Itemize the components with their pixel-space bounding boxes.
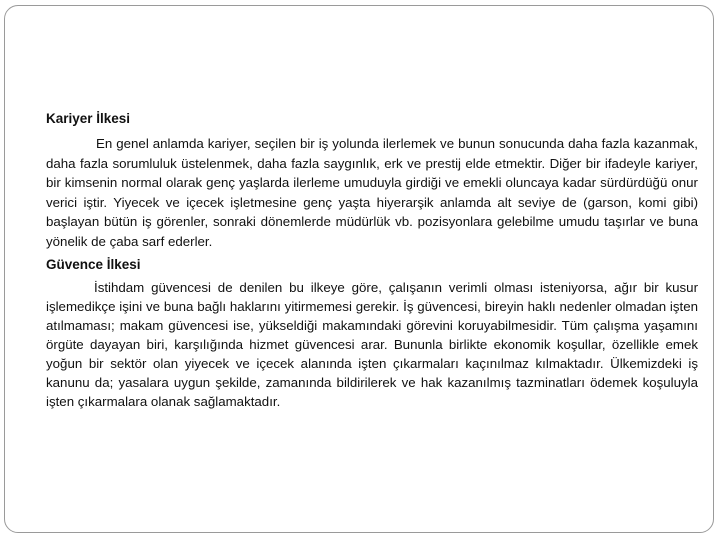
section-heading-guvence: Güvence İlkesi <box>46 257 141 272</box>
section-paragraph-guvence: İstihdam güvencesi de denilen bu ilkeye göre, çalışanın verimli olması isteniyorsa, ağır bir kusur işlemedikçe işini ve buna bağlı haklarını yitirmemesi gerekir. İş güvencesi, bireyin haklı nedenler olmadan işten atılmaması; makam güvencesi ise, yükseldiği makamındaki görevini koruyabilmesidir. Tüm çalışma yaşamını örgüte dayayan biri, karşılığında hizmet güvencesi arar. Bununla birlikte ekonomik koşullar, özellikle emek yoğun bir sektör olan yiyecek ve içecek alanında işten çıkarmaları kaçınılmaz kılmaktadır. Ülkemizdeki iş kanunu da; yasalara uygun şekilde, zamanında bildirilerek ve hak kazanılmış tazminatları ödemek koşuluyla işten çıkarmalara olanak sağlamaktadır. <box>46 280 698 409</box>
slide-content <box>42 105 698 411</box>
slide-frame <box>4 5 714 533</box>
section-paragraph-kariyer: En genel anlamda kariyer, seçilen bir iş yolunda ilerlemek ve bunun sonucunda daha fazla kazanmak, daha fazla sorumluluk üstelenmek, daha fazla saygınlık, erk ve prestij elde etmektir. Diğer bir ifadeyle kariyer, bir kimsenin normal olarak genç yaşlarda ilerleme umuduyla girdiği ve emekli oluncaya kadar sürdürdüğü onur verici iştir. Yiyecek ve içecek işletmesine genç yaşta hiyerarşik anlamda alt seviye de (garson, komi gibi) başlayan bütün iş görenler, sonraki dönemlerde müdürlük vb. pozisyonlara gelebilme umudu taşırlar ve buna yönelik de çaba sarf ederler. <box>46 136 698 249</box>
section-heading-kariyer: Kariyer İlkesi <box>46 111 131 126</box>
